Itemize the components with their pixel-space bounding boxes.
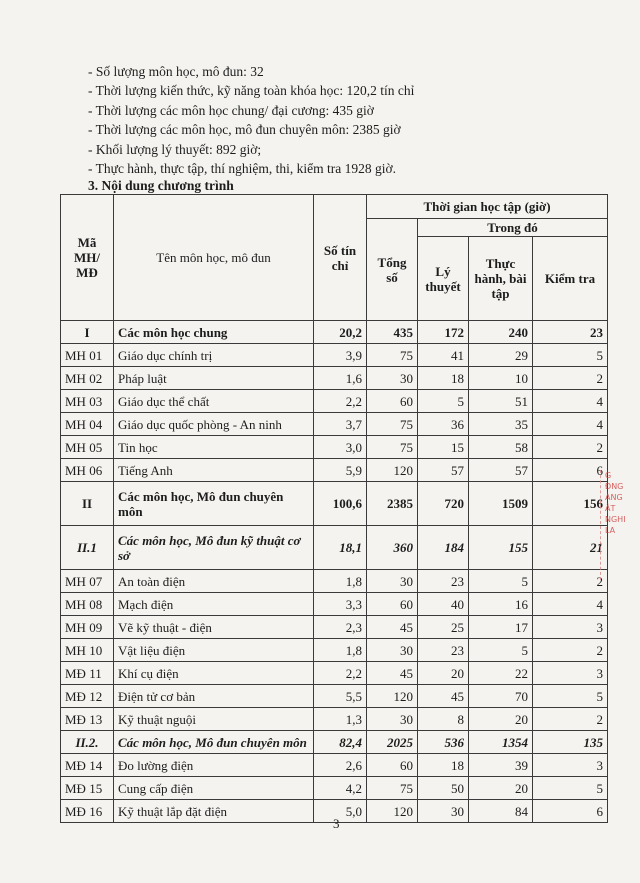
curriculum-table (60, 194, 608, 823)
cell-exam: 4 (533, 593, 608, 616)
cell-code: MH 05 (61, 436, 114, 459)
cell-exam: 3 (533, 662, 608, 685)
header-credits: Số tín chỉ (314, 195, 367, 321)
cell-exam: 2 (533, 708, 608, 731)
cell-practice: 22 (469, 662, 533, 685)
cell-credits: 2,2 (314, 662, 367, 685)
cell-code: MH 06 (61, 459, 114, 482)
bullet-line: - Khối lượng lý thuyết: 892 giờ; (88, 141, 262, 157)
cell-credits: 3,9 (314, 344, 367, 367)
cell-total: 435 (367, 321, 418, 344)
cell-code: MĐ 13 (61, 708, 114, 731)
cell-code: MĐ 15 (61, 777, 114, 800)
table-row (61, 708, 608, 731)
cell-name: Các môn học, Mô đun kỹ thuật cơ sở (114, 526, 314, 570)
cell-theory: 5 (418, 390, 469, 413)
table-row (61, 616, 608, 639)
cell-credits: 5,9 (314, 459, 367, 482)
cell-credits: 1,6 (314, 367, 367, 390)
cell-theory: 18 (418, 754, 469, 777)
cell-practice: 240 (469, 321, 533, 344)
cell-theory: 184 (418, 526, 469, 570)
cell-code: MH 10 (61, 639, 114, 662)
cell-exam: 3 (533, 616, 608, 639)
cell-practice: 51 (469, 390, 533, 413)
cell-total: 60 (367, 390, 418, 413)
cell-name: Khí cụ điện (114, 662, 314, 685)
cell-practice: 39 (469, 754, 533, 777)
cell-exam: 156 (533, 482, 608, 526)
cell-total: 45 (367, 662, 418, 685)
cell-exam: 135 (533, 731, 608, 754)
cell-exam: 2 (533, 436, 608, 459)
cell-theory: 18 (418, 367, 469, 390)
cell-credits: 3,0 (314, 436, 367, 459)
header-code: Mã MH/ MĐ (61, 195, 114, 321)
header-practice: Thực hành, bài tập (469, 237, 533, 321)
cell-name: Mạch điện (114, 593, 314, 616)
cell-theory: 40 (418, 593, 469, 616)
header-theory: Lý thuyết (418, 237, 469, 321)
cell-name: Đo lường điện (114, 754, 314, 777)
cell-theory: 50 (418, 777, 469, 800)
cell-credits: 2,2 (314, 390, 367, 413)
cell-exam: 5 (533, 685, 608, 708)
cell-total: 360 (367, 526, 418, 570)
cell-name: Tiếng Anh (114, 459, 314, 482)
table-row (61, 777, 608, 800)
cell-name: Các môn học, Mô đun chuyên môn (114, 482, 314, 526)
cell-practice: 58 (469, 436, 533, 459)
cell-exam: 2 (533, 367, 608, 390)
cell-practice: 57 (469, 459, 533, 482)
cell-name: Kỹ thuật nguội (114, 708, 314, 731)
cell-total: 120 (367, 800, 418, 823)
bullet-line: - Thực hành, thực tập, thí nghiệm, thi, kiểm tra 1928 giờ. (88, 161, 396, 177)
table-row (61, 344, 608, 367)
cell-exam: 5 (533, 344, 608, 367)
cell-name: Pháp luật (114, 367, 314, 390)
page-number: 3 (333, 816, 340, 831)
cell-theory: 15 (418, 436, 469, 459)
cell-theory: 20 (418, 662, 469, 685)
red-stamp-fragment: G ĐNG ÀNG ẬT NGHI LA (600, 470, 640, 580)
cell-total: 30 (367, 570, 418, 593)
bullet-line: - Thời lượng các môn học chung/ đại cương: 435 giờ (88, 102, 374, 118)
table-row (61, 413, 608, 436)
cell-theory: 57 (418, 459, 469, 482)
cell-name: Vật liệu điện (114, 639, 314, 662)
cell-total: 45 (367, 616, 418, 639)
cell-credits: 1,3 (314, 708, 367, 731)
cell-credits: 3,3 (314, 593, 367, 616)
table-row (61, 367, 608, 390)
cell-exam: 23 (533, 321, 608, 344)
cell-total: 2385 (367, 482, 418, 526)
cell-practice: 70 (469, 685, 533, 708)
cell-code: I (61, 321, 114, 344)
table-row (61, 685, 608, 708)
cell-total: 75 (367, 777, 418, 800)
header-of-which: Trong đó (418, 219, 608, 237)
cell-name: Giáo dục chính trị (114, 344, 314, 367)
cell-name: Giáo dục thể chất (114, 390, 314, 413)
cell-code: MH 01 (61, 344, 114, 367)
header-name: Tên môn học, mô đun (114, 195, 314, 321)
cell-code: II.1 (61, 526, 114, 570)
cell-credits: 82,4 (314, 731, 367, 754)
cell-practice: 5 (469, 639, 533, 662)
cell-total: 30 (367, 367, 418, 390)
cell-total: 120 (367, 459, 418, 482)
cell-code: II.2. (61, 731, 114, 754)
cell-exam: 6 (533, 800, 608, 823)
cell-credits: 5,5 (314, 685, 367, 708)
cell-credits: 1,8 (314, 639, 367, 662)
cell-exam: 4 (533, 390, 608, 413)
cell-total: 75 (367, 413, 418, 436)
header-exam: Kiểm tra (533, 237, 608, 321)
cell-total: 75 (367, 344, 418, 367)
summary-bullets (88, 62, 588, 178)
cell-total: 30 (367, 639, 418, 662)
cell-exam: 2 (533, 570, 608, 593)
cell-credits: 5,0 (314, 800, 367, 823)
cell-code: II (61, 482, 114, 526)
cell-theory: 41 (418, 344, 469, 367)
cell-practice: 10 (469, 367, 533, 390)
cell-total: 60 (367, 593, 418, 616)
table-row (61, 436, 608, 459)
cell-theory: 23 (418, 639, 469, 662)
table-row (61, 731, 608, 754)
cell-theory: 25 (418, 616, 469, 639)
cell-code: MH 09 (61, 616, 114, 639)
table-row (61, 459, 608, 482)
table-row (61, 662, 608, 685)
cell-practice: 20 (469, 708, 533, 731)
cell-name: Kỹ thuật lắp đặt điện (114, 800, 314, 823)
cell-practice: 17 (469, 616, 533, 639)
cell-credits: 18,1 (314, 526, 367, 570)
header-study-time: Thời gian học tập (giờ) (367, 195, 608, 219)
cell-exam: 6 (533, 459, 608, 482)
table-row (61, 593, 608, 616)
table-body (61, 321, 608, 823)
cell-exam: 3 (533, 754, 608, 777)
cell-credits: 4,2 (314, 777, 367, 800)
cell-name: Các môn học, Mô đun chuyên môn (114, 731, 314, 754)
cell-practice: 155 (469, 526, 533, 570)
bullet-line: - Thời lượng các môn học, mô đun chuyên môn: 2385 giờ (88, 122, 401, 138)
table-row (61, 754, 608, 777)
cell-exam: 5 (533, 777, 608, 800)
section-title: 3. Nội dung chương trình (88, 178, 234, 193)
cell-code: MH 08 (61, 593, 114, 616)
table-row (61, 526, 608, 570)
cell-code: MĐ 12 (61, 685, 114, 708)
cell-code: MĐ 11 (61, 662, 114, 685)
cell-name: Điện tử cơ bản (114, 685, 314, 708)
header-total: Tổng số (367, 219, 418, 321)
cell-total: 60 (367, 754, 418, 777)
cell-credits: 1,8 (314, 570, 367, 593)
cell-theory: 536 (418, 731, 469, 754)
table-row (61, 639, 608, 662)
table-row (61, 390, 608, 413)
cell-theory: 8 (418, 708, 469, 731)
cell-theory: 36 (418, 413, 469, 436)
cell-practice: 20 (469, 777, 533, 800)
bullet-line: - Thời lượng kiến thức, kỹ năng toàn khóa học: 120,2 tín chỉ (88, 83, 415, 99)
cell-code: MH 02 (61, 367, 114, 390)
cell-practice: 1354 (469, 731, 533, 754)
cell-credits: 2,6 (314, 754, 367, 777)
cell-name: Giáo dục quốc phòng - An ninh (114, 413, 314, 436)
cell-theory: 45 (418, 685, 469, 708)
cell-code: MH 07 (61, 570, 114, 593)
cell-total: 2025 (367, 731, 418, 754)
table-row (61, 321, 608, 344)
cell-practice: 16 (469, 593, 533, 616)
cell-name: Cung cấp điện (114, 777, 314, 800)
cell-theory: 23 (418, 570, 469, 593)
cell-name: Tin học (114, 436, 314, 459)
cell-theory: 720 (418, 482, 469, 526)
cell-name: Các môn học chung (114, 321, 314, 344)
cell-total: 120 (367, 685, 418, 708)
cell-theory: 172 (418, 321, 469, 344)
table-row (61, 570, 608, 593)
cell-credits: 20,2 (314, 321, 367, 344)
cell-code: MĐ 16 (61, 800, 114, 823)
cell-practice: 29 (469, 344, 533, 367)
cell-name: Vẽ kỹ thuật - điện (114, 616, 314, 639)
cell-total: 75 (367, 436, 418, 459)
cell-total: 30 (367, 708, 418, 731)
cell-exam: 21 (533, 526, 608, 570)
cell-practice: 1509 (469, 482, 533, 526)
table-row (61, 482, 608, 526)
cell-credits: 100,6 (314, 482, 367, 526)
cell-practice: 84 (469, 800, 533, 823)
cell-credits: 3,7 (314, 413, 367, 436)
cell-credits: 2,3 (314, 616, 367, 639)
cell-practice: 35 (469, 413, 533, 436)
cell-practice: 5 (469, 570, 533, 593)
bullet-line: - Số lượng môn học, mô đun: 32 (88, 64, 264, 79)
cell-name: An toàn điện (114, 570, 314, 593)
cell-exam: 4 (533, 413, 608, 436)
cell-theory: 30 (418, 800, 469, 823)
cell-exam: 2 (533, 639, 608, 662)
cell-code: MH 03 (61, 390, 114, 413)
cell-code: MH 04 (61, 413, 114, 436)
cell-code: MĐ 14 (61, 754, 114, 777)
